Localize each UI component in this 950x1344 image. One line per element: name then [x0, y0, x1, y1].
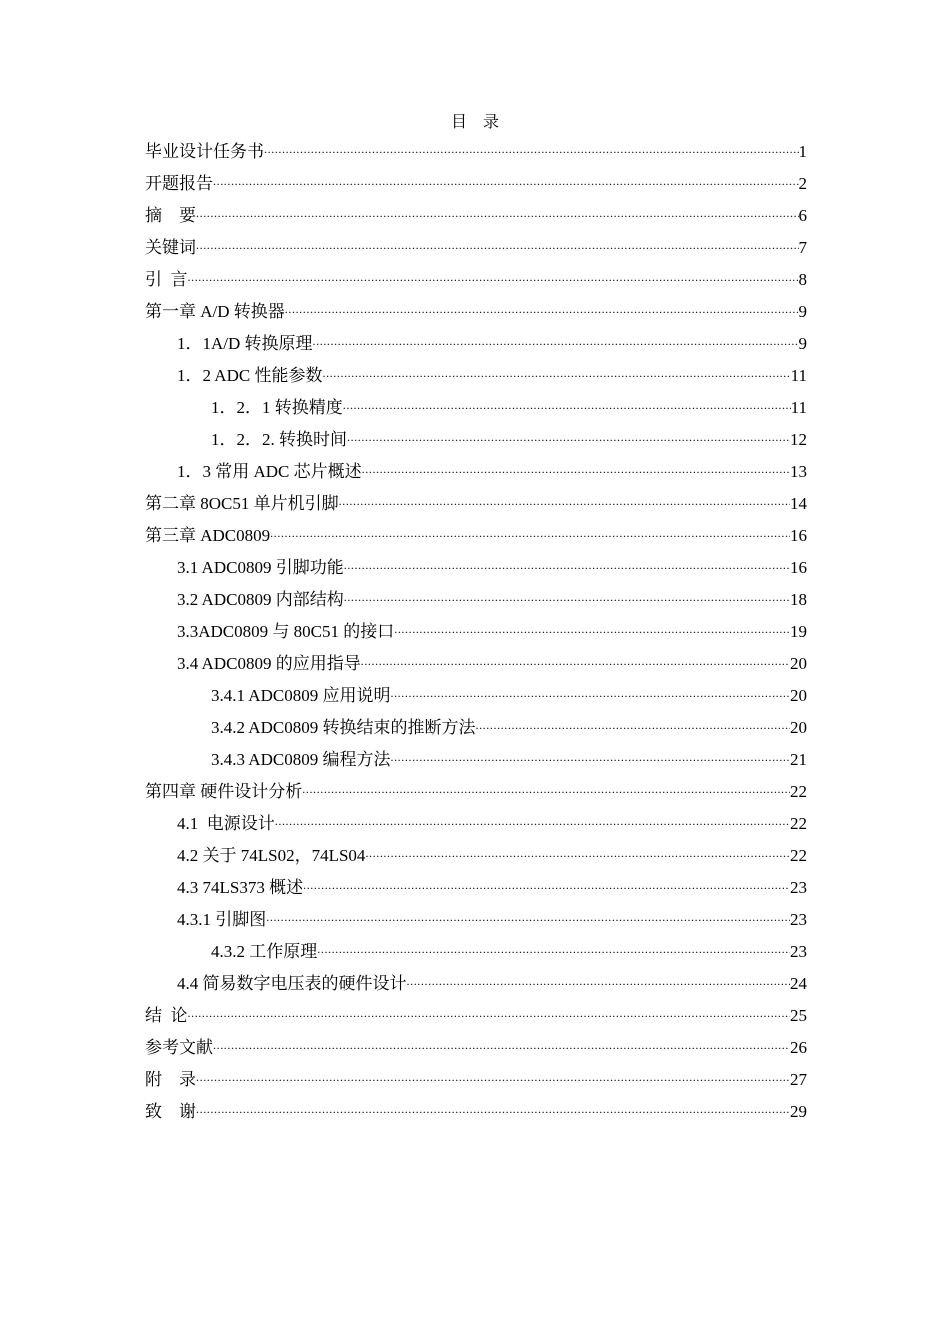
toc-dot-leader	[361, 645, 790, 676]
toc-dot-leader	[407, 965, 791, 996]
toc-entry-page-number: 9	[798, 334, 807, 353]
toc-entry-label: 3.4 ADC0809 的应用指导	[177, 654, 361, 673]
toc-entry-page-number: 20	[790, 654, 807, 673]
toc-entry-page-number: 22	[790, 782, 807, 801]
toc-entry-label: 第四章 硬件设计分析	[145, 782, 303, 801]
toc-dot-leader	[339, 485, 790, 516]
toc-entry-label: 第二章 8OC51 单片机引脚	[145, 494, 339, 513]
toc-title: 目 录	[450, 114, 499, 131]
toc-entry-label: 3.4.1 ADC0809 应用说明	[211, 686, 391, 705]
toc-dot-leader	[270, 517, 790, 548]
toc-entry-page-number: 25	[790, 1006, 807, 1025]
toc-dot-leader	[275, 805, 790, 836]
toc-entry-page-number: 23	[790, 910, 807, 929]
toc-entry-label: 4.3.1 引脚图	[177, 910, 267, 929]
toc-entry-page-number: 19	[790, 622, 807, 641]
toc-entry-label: 4.4 简易数字电压表的硬件设计	[177, 974, 407, 993]
toc-dot-leader	[343, 389, 791, 420]
toc-entry-label: 1．1A/D 转换原理	[177, 334, 313, 353]
toc-entry-page-number: 12	[790, 430, 807, 449]
toc-dot-leader	[390, 741, 790, 772]
toc-entry-label: 3.1 ADC0809 引脚功能	[177, 558, 344, 577]
toc-dot-leader	[365, 837, 790, 868]
toc-dot-leader	[390, 677, 790, 708]
toc-entry-label: 关键词	[145, 238, 196, 257]
toc-dot-leader	[347, 421, 790, 452]
toc-entry-page-number: 13	[790, 462, 807, 481]
toc-entry-page-number: 9	[798, 302, 807, 321]
toc-dot-leader	[322, 357, 790, 388]
toc-entry-page-number: 6	[798, 206, 807, 225]
toc-entry-page-number: 23	[790, 878, 807, 897]
toc-entry-label: 开题报告	[145, 174, 213, 193]
toc-entry-label: 参考文献	[145, 1038, 213, 1057]
toc-dot-leader	[394, 613, 790, 644]
toc-entry-label: 4.1 电源设计	[177, 814, 275, 833]
toc-entry-page-number: 24	[790, 974, 807, 993]
toc-entry-label: 3.4.2 ADC0809 转换结束的推断方法	[211, 718, 476, 737]
toc-dot-leader	[188, 261, 799, 292]
toc-dot-leader	[344, 581, 790, 612]
toc-entry[interactable]	[145, 1097, 807, 1129]
toc-entry-label: 引 言	[145, 270, 188, 289]
toc-entry-page-number: 27	[790, 1070, 807, 1089]
toc-entry-page-number: 2	[798, 174, 807, 193]
toc-entry-label: 第一章 A/D 转换器	[145, 302, 285, 321]
toc-entry-page-number: 26	[790, 1038, 807, 1057]
toc-dot-leader	[475, 709, 790, 740]
toc-entry-label: 1．2．1 转换精度	[211, 398, 343, 417]
toc-entry-page-number: 1	[798, 142, 807, 161]
toc-entry-page-number: 18	[790, 590, 807, 609]
toc-entry-label: 结 论	[145, 1006, 188, 1025]
toc-entry-label: 1．2．2. 转换时间	[211, 430, 347, 449]
toc-dot-leader	[188, 997, 791, 1028]
table-of-contents	[145, 137, 807, 1129]
toc-entry-label: 3.2 ADC0809 内部结构	[177, 590, 344, 609]
toc-dot-leader	[303, 869, 790, 900]
toc-entry-page-number: 16	[790, 526, 807, 545]
toc-entry-label: 4.2 关于 74LS02，74LS04	[177, 846, 366, 865]
toc-entry-label: 附 录	[145, 1070, 196, 1089]
toc-entry-page-number: 23	[790, 942, 807, 961]
toc-entry-page-number: 11	[790, 366, 807, 385]
toc-dot-leader	[213, 1029, 790, 1060]
toc-entry-label: 4.3.2 工作原理	[211, 942, 318, 961]
toc-dot-leader	[266, 901, 790, 932]
toc-entry-page-number: 7	[798, 238, 807, 257]
toc-entry-label: 3.3ADC0809 与 80C51 的接口	[177, 622, 395, 641]
toc-dot-leader	[196, 1093, 790, 1124]
toc-entry-page-number: 20	[790, 718, 807, 737]
toc-entry-label: 致 谢	[145, 1102, 196, 1121]
toc-dot-leader	[213, 165, 799, 196]
toc-dot-leader	[344, 549, 790, 580]
toc-entry-label: 第三章 ADC0809	[145, 526, 271, 545]
toc-entry-label: 1．2 ADC 性能参数	[177, 366, 323, 385]
toc-entry-page-number: 22	[790, 846, 807, 865]
toc-entry-page-number: 11	[790, 398, 807, 417]
toc-entry-label: 3.4.3 ADC0809 编程方法	[211, 750, 391, 769]
toc-dot-leader	[264, 133, 799, 164]
toc-entry-page-number: 21	[790, 750, 807, 769]
toc-dot-leader	[313, 325, 799, 356]
toc-entry-label: 1．3 常用 ADC 芯片概述	[177, 462, 362, 481]
toc-dot-leader	[362, 453, 790, 484]
toc-dot-leader	[196, 197, 799, 228]
toc-entry-page-number: 22	[790, 814, 807, 833]
toc-dot-leader	[196, 229, 799, 260]
toc-entry-page-number: 29	[790, 1102, 807, 1121]
toc-entry-page-number: 20	[790, 686, 807, 705]
toc-dot-leader	[196, 1061, 790, 1092]
toc-dot-leader	[317, 933, 790, 964]
toc-entry-page-number: 14	[790, 494, 807, 513]
toc-entry-label: 4.3 74LS373 概述	[177, 878, 304, 897]
toc-dot-leader	[302, 773, 790, 804]
toc-entry-page-number: 8	[798, 270, 807, 289]
toc-entry-label: 摘 要	[145, 206, 196, 225]
toc-entry-label: 毕业设计任务书	[145, 142, 264, 161]
toc-dot-leader	[285, 293, 799, 324]
toc-entry-page-number: 16	[790, 558, 807, 577]
